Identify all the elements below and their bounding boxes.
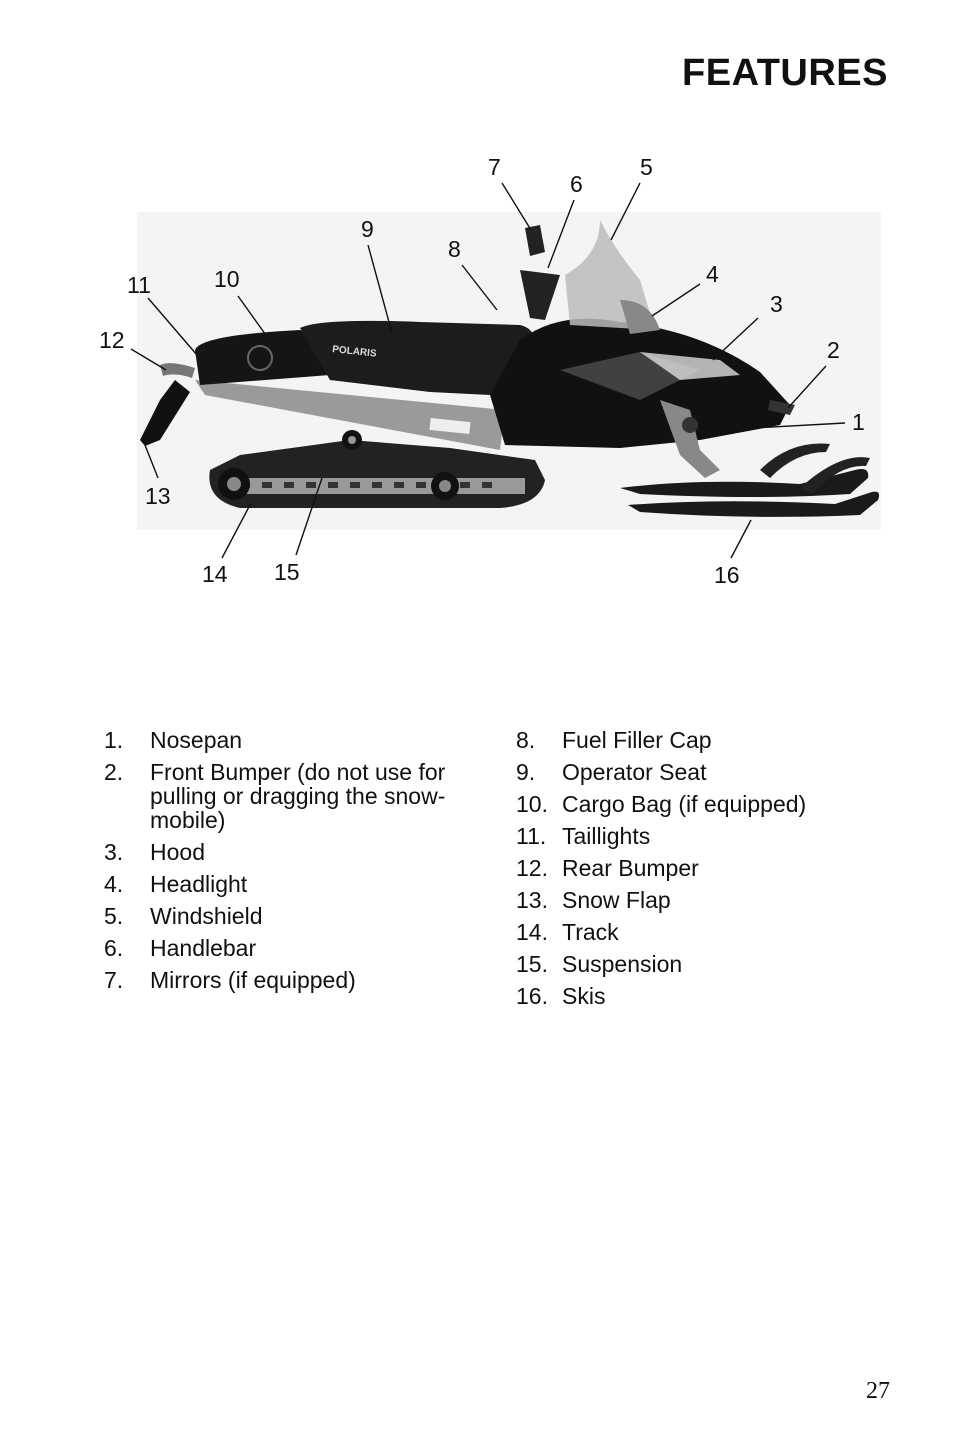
- legend-item: [104, 760, 494, 832]
- legend-text: Headlight: [150, 871, 248, 897]
- legend-number: 4.: [104, 871, 124, 897]
- callout-15: 15: [274, 559, 300, 585]
- callout-14: 14: [202, 561, 228, 587]
- callout-1: 1: [852, 409, 865, 435]
- legend-number: 9.: [516, 759, 536, 785]
- callout-2: 2: [827, 337, 840, 363]
- callout-6: 6: [570, 171, 583, 197]
- legend-number: 2.: [104, 759, 124, 785]
- legend-item: [104, 936, 494, 960]
- legend-item: [516, 952, 896, 976]
- snowmobile-illustration: [0, 0, 954, 640]
- legend-number: 8.: [516, 727, 536, 753]
- callout-7: 7: [488, 154, 501, 180]
- legend-number: 15.: [516, 951, 548, 977]
- legend-number: 11.: [516, 823, 547, 849]
- legend-number: 1.: [104, 727, 124, 753]
- callout-11: 11: [127, 272, 151, 298]
- legend-text: Taillights: [562, 823, 651, 849]
- legend-text: Front Bumper (do not use for pulling or dragging the snow- mobile): [150, 759, 446, 833]
- legend-text: Snow Flap: [562, 887, 671, 913]
- legend-number: 16.: [516, 983, 548, 1009]
- legend-text: Cargo Bag (if equipped): [562, 791, 807, 817]
- legend-item: [516, 728, 896, 752]
- legend-text: Skis: [562, 983, 606, 1009]
- legend-text: Windshield: [150, 903, 263, 929]
- legend-number: 3.: [104, 839, 124, 865]
- legend-item: [516, 984, 896, 1008]
- legend-text: Suspension: [562, 951, 683, 977]
- legend-text: Track: [562, 919, 619, 945]
- callout-8: 8: [448, 236, 461, 262]
- legend-number: 6.: [104, 935, 124, 961]
- legend-item: [104, 968, 494, 992]
- brand-text: POLARIS: [331, 344, 378, 360]
- callout-13: 13: [145, 483, 171, 509]
- callout-5: 5: [640, 154, 653, 180]
- callout-9: 9: [361, 216, 374, 242]
- legend-text: Nosepan: [150, 727, 243, 753]
- legend-item: [516, 856, 896, 880]
- legend-number: 10.: [516, 791, 548, 817]
- legend-number: 5.: [104, 903, 124, 929]
- legend-item: [516, 792, 896, 816]
- legend-number: 12.: [516, 855, 548, 881]
- snowmobile-figure: [0, 0, 954, 640]
- callout-16: 16: [714, 562, 740, 588]
- legend-item: [104, 872, 494, 896]
- legend-item: [516, 760, 896, 784]
- legend-item: [516, 824, 896, 848]
- legend-item: [104, 840, 494, 864]
- legend-number: 7.: [104, 967, 124, 993]
- page-number: 27: [866, 1378, 890, 1404]
- legend-text: Handlebar: [150, 935, 257, 961]
- legend-number: 14.: [516, 919, 548, 945]
- legend-text: Mirrors (if equipped): [150, 967, 356, 993]
- legend-text: Rear Bumper: [562, 855, 699, 881]
- legend-text: Hood: [150, 839, 205, 865]
- legend-number: 13.: [516, 887, 548, 913]
- legend-text: Fuel Filler Cap: [562, 727, 712, 753]
- legend-text: Operator Seat: [562, 759, 707, 785]
- callout-3: 3: [770, 291, 783, 317]
- legend-left-column: [104, 728, 494, 1000]
- callout-10: 10: [214, 266, 240, 292]
- callout-12: 12: [99, 327, 125, 353]
- legend-right-column: [516, 728, 896, 1016]
- page-title: FEATURES: [682, 52, 888, 94]
- legend-item: [516, 920, 896, 944]
- legend-item: [104, 904, 494, 928]
- legend-item: [516, 888, 896, 912]
- legend-item: [104, 728, 494, 752]
- callout-4: 4: [706, 261, 719, 287]
